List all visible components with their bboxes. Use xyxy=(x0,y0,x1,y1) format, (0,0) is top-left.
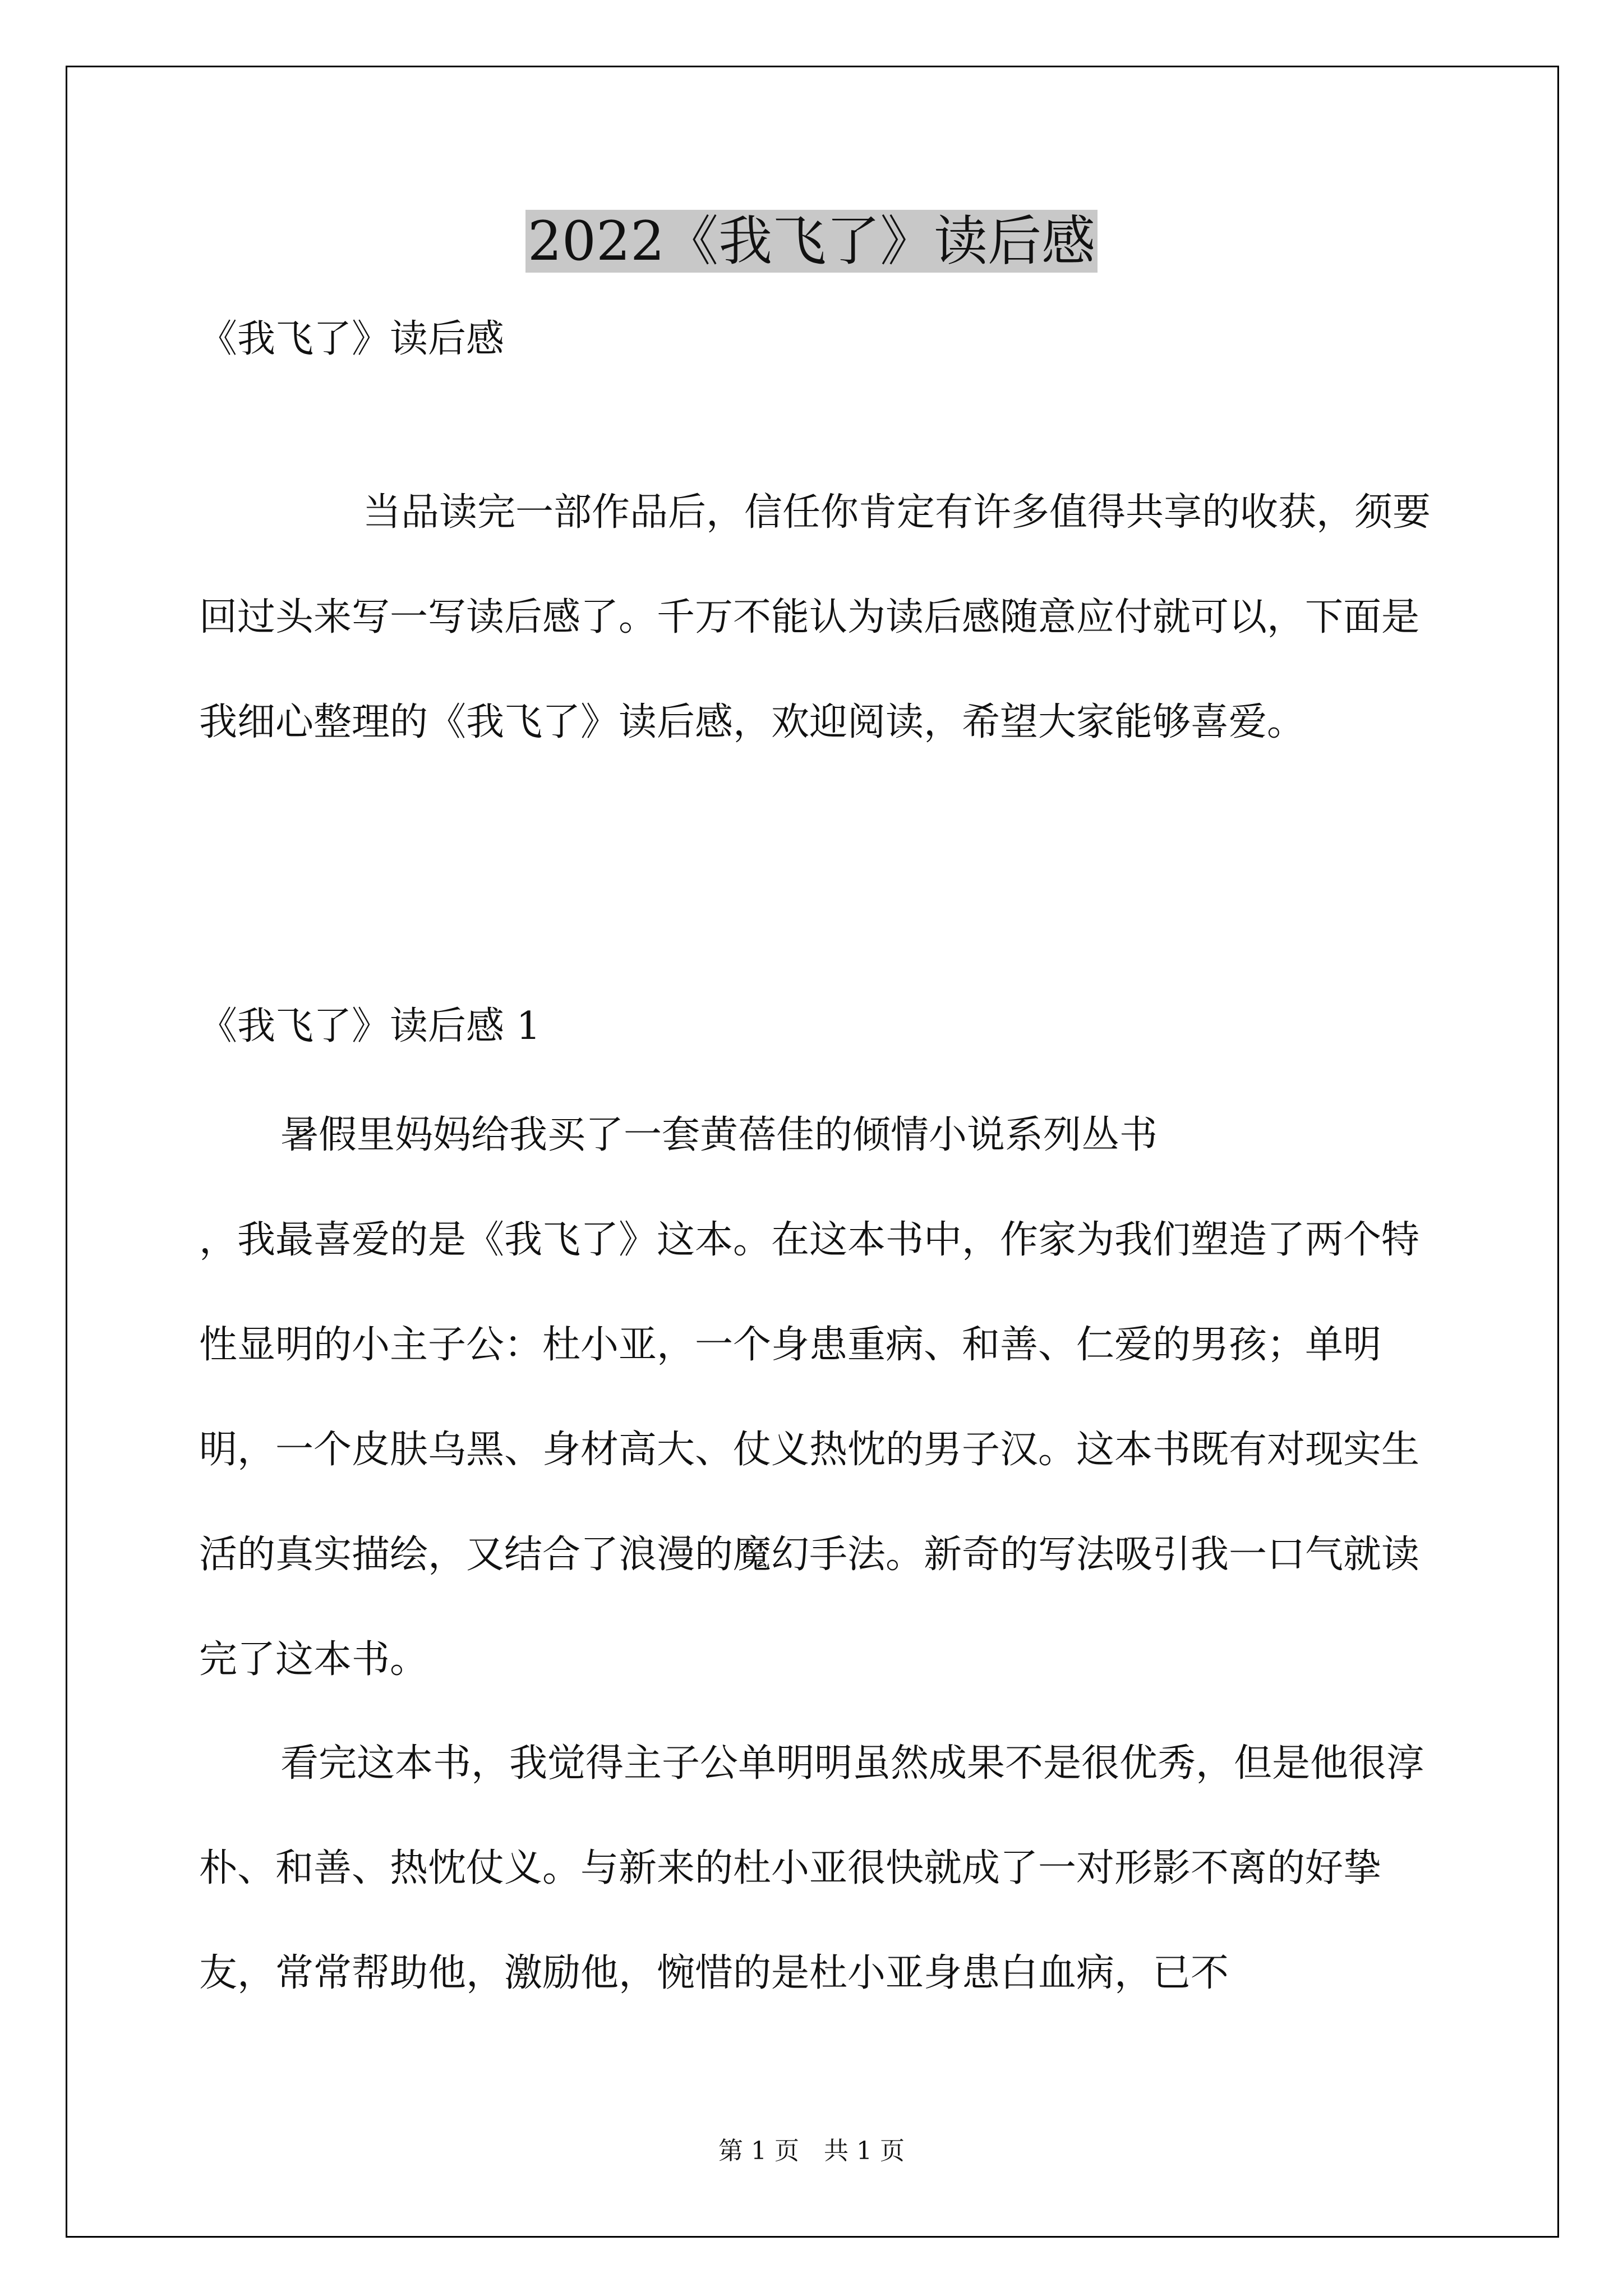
body-paragraph-1 xyxy=(199,1083,1450,1712)
document-title xyxy=(0,202,1623,280)
document-subtitle: 《我飞了》读后感 xyxy=(199,317,505,361)
section-title: 《我飞了》读后感 1 xyxy=(199,1004,541,1048)
title-highlight: 2022《我飞了》读后感 xyxy=(525,210,1098,273)
paragraph-1-continuation: ，我最喜爱的是《我飞了》这本。在这本书中，作家为我们塑造了两个特性显明的小主子公：杜小亚，一个身患重病、和善、仁爱的男孩；单明明，一个皮肤乌黑、身材高大、仗义热忱的男子汉。这本书既有对现实生活的真实描绘，又结合了浪漫的魔幻手法。新奇的写法吸引我一口气就读完了这本书。 xyxy=(199,1218,1420,1682)
paragraph-1-first-line: 暑假里妈妈给我买了一套黄蓓佳的倾情小说系列丛书 xyxy=(280,1113,1158,1157)
intro-paragraph: 当品读完一部作品后，信任你肯定有许多值得共享的收获，须要回过头来写一写读后感了。千万不能认为读后感随意应付就可以，下面是我细心整理的《我飞了》读后感，欢迎阅读，希望大家能够喜爱。 xyxy=(199,490,1431,744)
page-footer: 第 1 页 共 1 页 xyxy=(718,2137,905,2165)
body-paragraph-2: 看完这本书，我觉得主子公单明明虽然成果不是很优秀，但是他很淳朴、和善、热忱仗义。与新来的杜小亚很快就成了一对形影不离的好挚友，常常帮助他，激励他，惋惜的是杜小亚身患白血病，已不 xyxy=(199,1741,1425,1995)
